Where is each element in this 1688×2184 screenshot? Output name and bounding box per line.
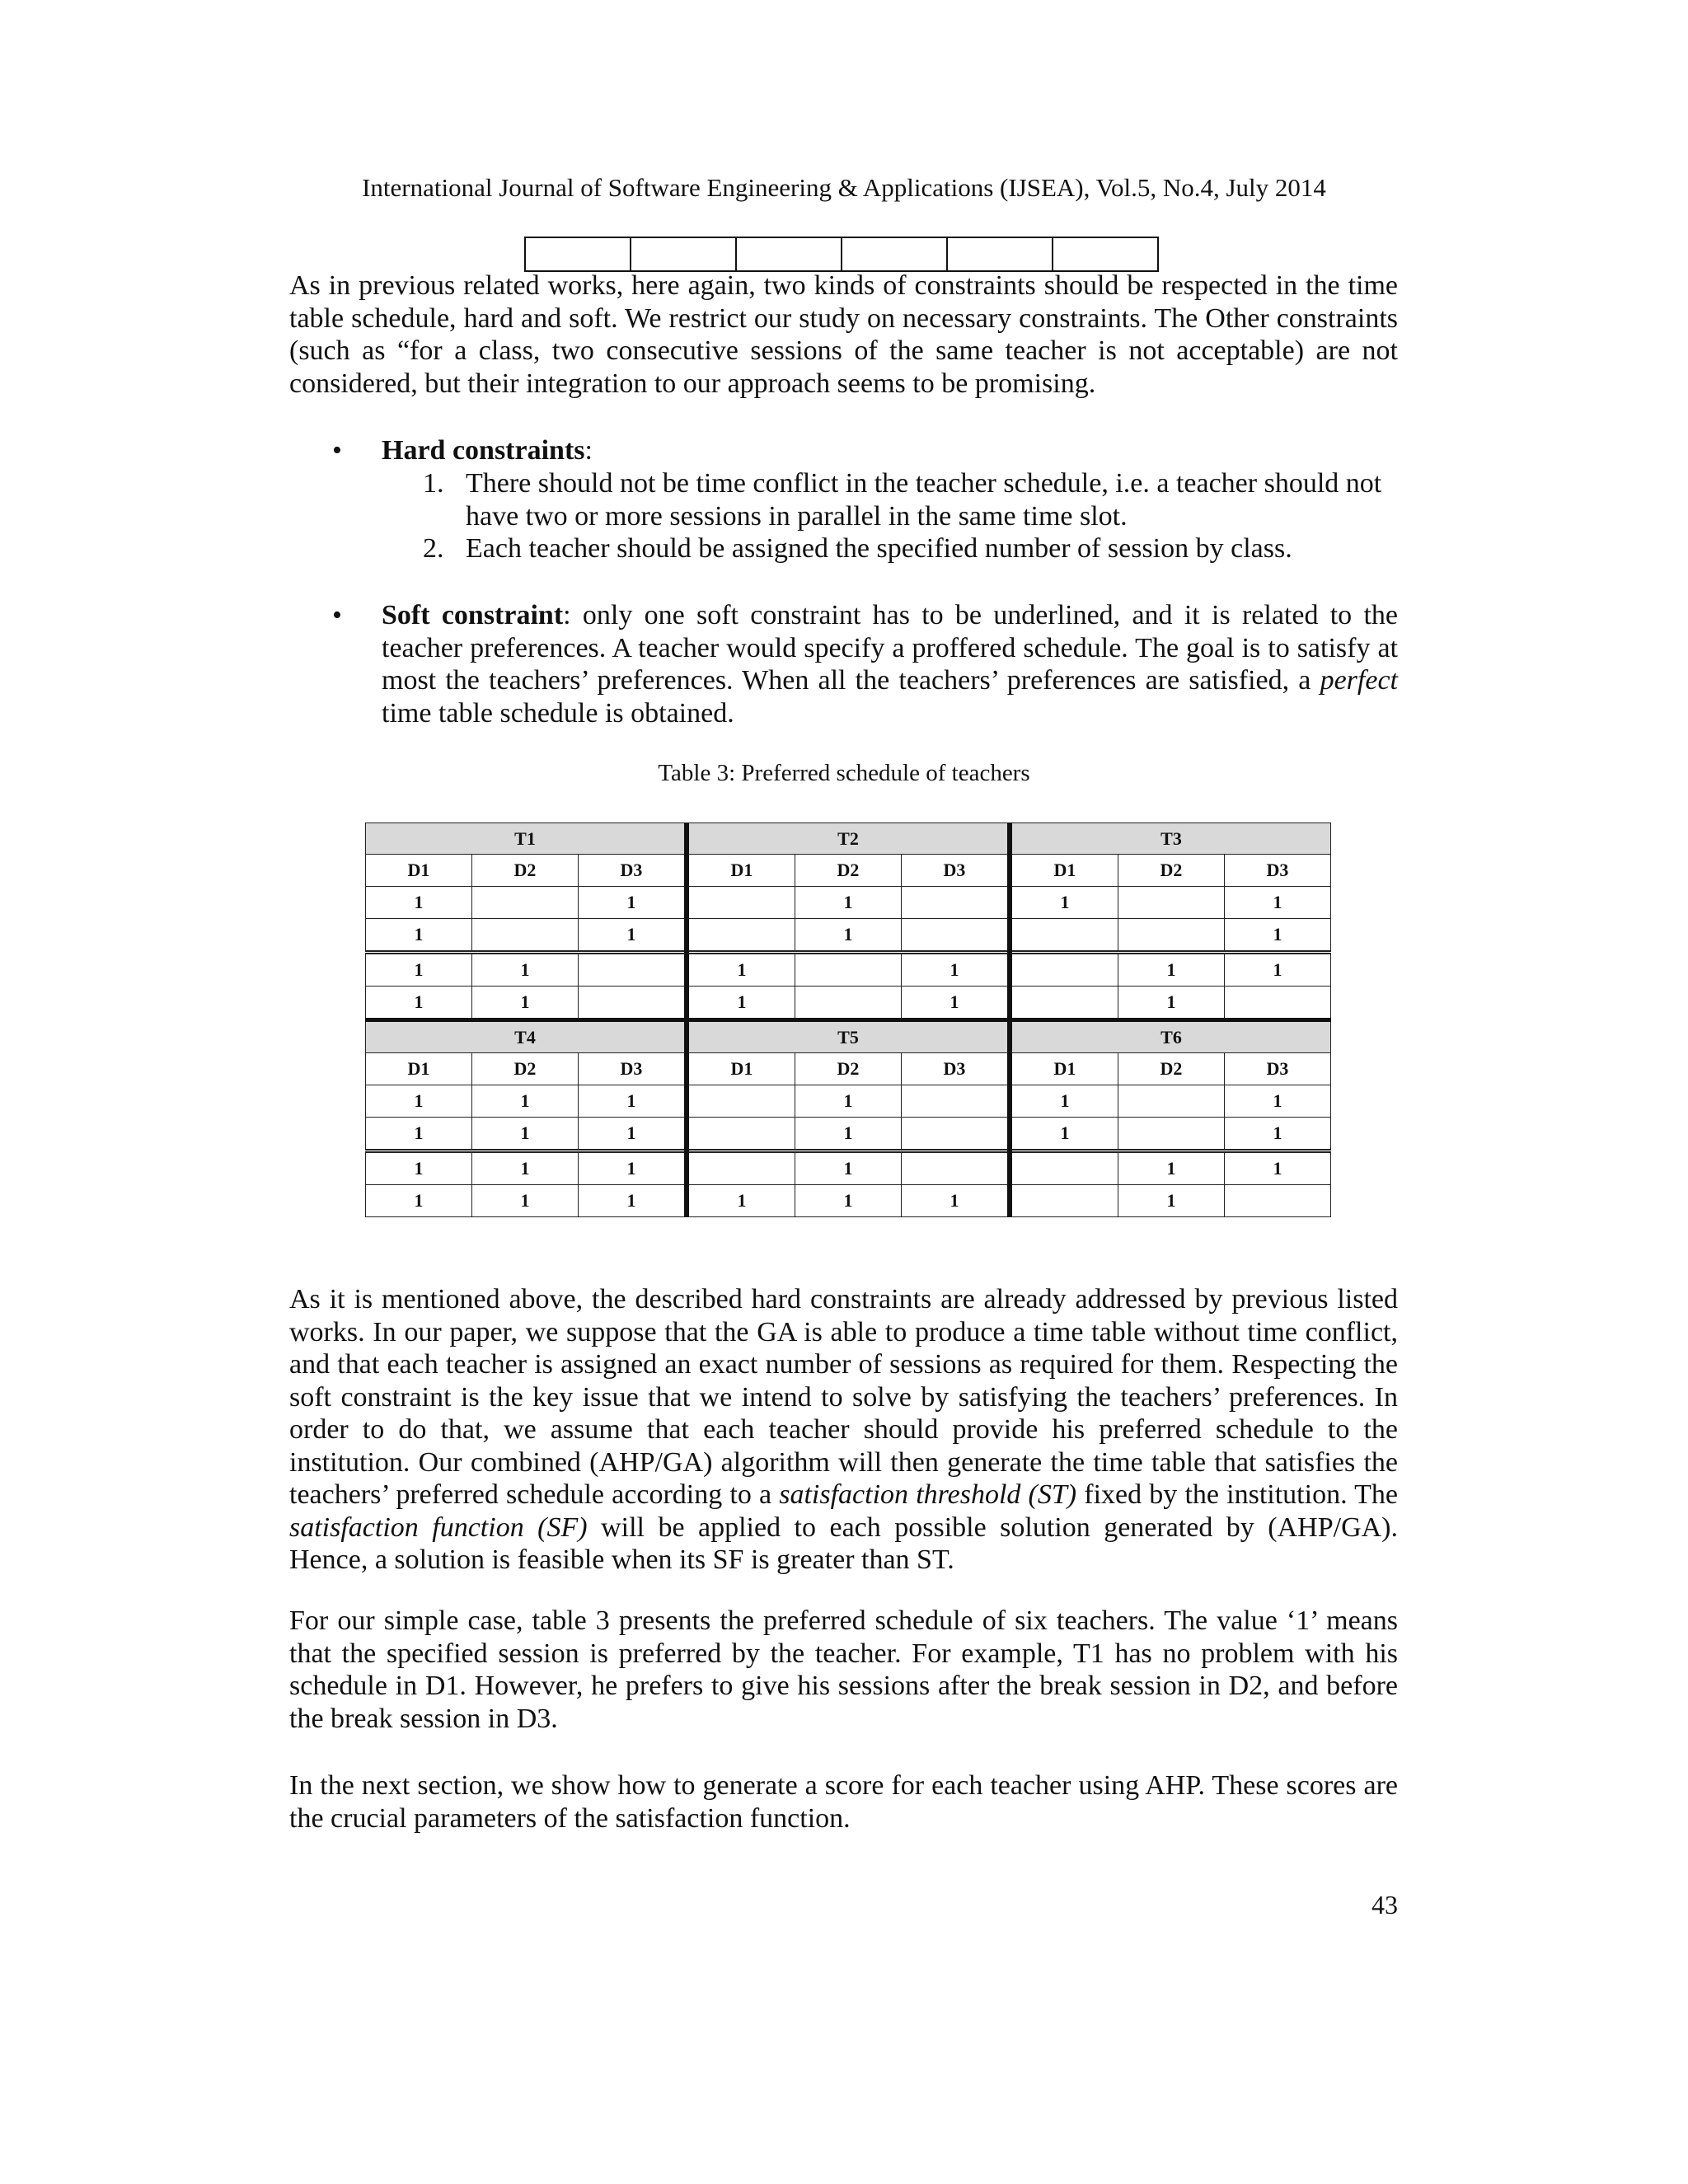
table-cell xyxy=(472,887,579,919)
hard-constraints-heading xyxy=(382,434,1398,467)
table-cell: 1 xyxy=(472,987,579,1020)
table-cell xyxy=(1010,1151,1118,1185)
table-cell: 1 xyxy=(1118,1151,1225,1185)
table-cell: 1 xyxy=(687,987,795,1020)
para2-part-a: As it is mentioned above, the described hard constraints are already addressed by previous listed works. In our paper, we suppose that the GA is able to produce a time table without time conflict, and that each teacher is assigned an exact number of sessions as required for them. Respecting the soft constraint is the key issue that we intend to solve by satisfying the teachers’ preferences. In order to do that, we assume that each teacher should provide his preferred schedule to the institution. Our combined (AHP/GA) algorithm will then generate the time table that satisfies the teachers’ preferred schedule according to a xyxy=(289,1284,1398,1510)
empty-cell xyxy=(842,237,947,271)
table-cell: 1 xyxy=(366,919,472,953)
table-cell: 1 xyxy=(366,953,472,987)
table-cell: 1 xyxy=(1225,887,1331,919)
table-cell xyxy=(1010,1185,1118,1217)
day-header: D3 xyxy=(1225,1053,1331,1085)
table-cell: 1 xyxy=(472,1185,579,1217)
table-cell xyxy=(795,987,902,1020)
table-cell: 1 xyxy=(579,1118,687,1151)
table-cell: 1 xyxy=(579,887,687,919)
para2-emphasis-2: satisfaction function (SF) xyxy=(289,1511,588,1543)
table-cell: 1 xyxy=(1225,1151,1331,1185)
table-cell xyxy=(902,919,1010,953)
teacher-header: T3 xyxy=(1010,823,1331,855)
table-cell xyxy=(795,953,902,987)
table-cell xyxy=(579,987,687,1020)
day-header: D2 xyxy=(1118,855,1225,887)
table-cell xyxy=(902,1118,1010,1151)
body-paragraph-4: In the next section, we show how to generate a score for each teacher using AHP. These scores are the crucial parameters of the satisfaction function. xyxy=(289,1770,1398,1834)
day-header: D2 xyxy=(795,855,902,887)
hard-constraints-title: Hard constraints xyxy=(382,435,585,466)
table-cell: 1 xyxy=(472,1151,579,1185)
table-cell: 1 xyxy=(1225,953,1331,987)
table-cell: 1 xyxy=(579,1185,687,1217)
table-cell: 1 xyxy=(1225,919,1331,953)
table-cell: 1 xyxy=(795,1118,902,1151)
hard-constraints-colon: : xyxy=(584,435,593,466)
table-cell: 1 xyxy=(795,1151,902,1185)
body-paragraph-3: For our simple case, table 3 presents the preferred schedule of six teachers. The value ‘1’ means that the specified session is preferred by the teacher. For example, T1 has no problem with his schedule in D1. However, he prefers to give his sessions after the break session in D2, and before the break session in D3. xyxy=(289,1605,1398,1734)
table-cell xyxy=(1118,1118,1225,1151)
table-cell: 1 xyxy=(472,1118,579,1151)
soft-constraint-text xyxy=(382,599,1398,729)
preferred-schedule-table xyxy=(365,823,1331,1217)
table-cell: 1 xyxy=(902,953,1010,987)
bullet-icon: • xyxy=(332,600,342,630)
table-cell xyxy=(1010,987,1118,1020)
page-number: 43 xyxy=(1372,1890,1398,1919)
table-cell: 1 xyxy=(795,1085,902,1118)
day-header: D3 xyxy=(579,855,687,887)
table-cell: 1 xyxy=(366,987,472,1020)
item-number: 2. xyxy=(423,533,444,564)
journal-header: International Journal of Software Engineering & Applications (IJSEA), Vol.5, No.4, July 2014 xyxy=(362,173,1326,202)
table-cell: 1 xyxy=(366,1151,472,1185)
table-cell xyxy=(687,1118,795,1151)
table-cell xyxy=(1118,919,1225,953)
table-cell: 1 xyxy=(579,1151,687,1185)
table-cell xyxy=(472,919,579,953)
day-header: D2 xyxy=(472,855,579,887)
teacher-header: T2 xyxy=(687,823,1010,855)
table-cell xyxy=(1225,987,1331,1020)
table-cell: 1 xyxy=(902,1185,1010,1217)
table-fragment xyxy=(524,237,1159,272)
table-cell xyxy=(579,953,687,987)
table-cell xyxy=(687,919,795,953)
table-cell: 1 xyxy=(579,919,687,953)
empty-cell xyxy=(1053,237,1158,271)
table-cell: 1 xyxy=(795,887,902,919)
table-cell: 1 xyxy=(795,919,902,953)
table-cell: 1 xyxy=(366,1185,472,1217)
table-cell: 1 xyxy=(579,1085,687,1118)
para2-part-c: will be applied to each possible solution generated by (AHP/GA). Hence, a solution is feasible when its SF is greater than ST. xyxy=(289,1511,1398,1575)
table-cell xyxy=(902,1085,1010,1118)
day-header: D3 xyxy=(902,1053,1010,1085)
day-header: D3 xyxy=(1225,855,1331,887)
table-cell: 1 xyxy=(1010,1118,1118,1151)
bullet-icon: • xyxy=(332,435,342,466)
teacher-header: T6 xyxy=(1010,1020,1331,1053)
table-cell: 1 xyxy=(1010,887,1118,919)
day-header: D1 xyxy=(1010,1053,1118,1085)
table-cell: 1 xyxy=(472,1085,579,1118)
item-number: 1. xyxy=(423,468,444,499)
day-header: D1 xyxy=(687,1053,795,1085)
empty-cell xyxy=(631,237,736,271)
table-cell xyxy=(1225,1185,1331,1217)
table-cell: 1 xyxy=(1225,1085,1331,1118)
table-cell: 1 xyxy=(795,1185,902,1217)
day-header: D3 xyxy=(579,1053,687,1085)
day-header: D2 xyxy=(1118,1053,1225,1085)
table-cell xyxy=(902,1151,1010,1185)
table-cell: 1 xyxy=(1225,1118,1331,1151)
table-cell: 1 xyxy=(687,953,795,987)
table-cell xyxy=(1010,919,1118,953)
table-cell: 1 xyxy=(366,1085,472,1118)
table-cell xyxy=(687,887,795,919)
table-cell: 1 xyxy=(902,987,1010,1020)
day-header: D1 xyxy=(687,855,795,887)
table-cell xyxy=(1118,1085,1225,1118)
empty-cell xyxy=(947,237,1053,271)
soft-text-a: : only one soft constraint has to be underlined, and it is related to the teacher preferences. A teacher would specify a proffered schedule. The goal is to satisfy at most the teachers’ preferences. When all the teachers’ preferences are satisfied, a xyxy=(382,600,1398,696)
day-header: D2 xyxy=(795,1053,902,1085)
soft-constraint-title: Soft constraint xyxy=(382,600,564,630)
table-cell xyxy=(687,1151,795,1185)
day-header: D2 xyxy=(472,1053,579,1085)
empty-cell xyxy=(525,237,631,271)
teacher-header: T5 xyxy=(687,1020,1010,1053)
table-cell: 1 xyxy=(1010,1085,1118,1118)
table-cell xyxy=(1118,887,1225,919)
body-paragraph-2 xyxy=(289,1283,1398,1577)
table-cell: 1 xyxy=(1118,987,1225,1020)
teacher-header: T1 xyxy=(366,823,687,855)
empty-cell xyxy=(736,237,842,271)
day-header: D1 xyxy=(1010,855,1118,887)
table-cell: 1 xyxy=(366,1118,472,1151)
day-header: D1 xyxy=(366,1053,472,1085)
para2-emphasis-1: satisfaction threshold (ST) xyxy=(779,1479,1077,1510)
item-text: Each teacher should be assigned the specified number of session by class. xyxy=(466,533,1292,564)
table-cell xyxy=(902,887,1010,919)
table-cell: 1 xyxy=(366,887,472,919)
day-header: D3 xyxy=(902,855,1010,887)
soft-text-b: time table schedule is obtained. xyxy=(382,697,734,729)
table-cell: 1 xyxy=(472,953,579,987)
table-caption: Table 3: Preferred schedule of teachers xyxy=(658,760,1030,786)
item-text: There should not be time conflict in the teacher schedule, i.e. a teacher should not have two or more sessions in parallel in the same time slot. xyxy=(466,468,1382,532)
table-cell: 1 xyxy=(1118,953,1225,987)
intro-paragraph: As in previous related works, here again, two kinds of constraints should be respected in the time table schedule, hard and soft. We restrict our study on necessary constraints. The Other constraints (such as “for a class, two consecutive sessions of the same teacher is not acceptable) are not considered, but their integration to our approach seems to be promising. xyxy=(289,270,1398,399)
soft-text-emphasis: perfect xyxy=(1320,665,1398,696)
table-cell xyxy=(687,1085,795,1118)
para2-part-b: fixed by the institution. The xyxy=(1076,1479,1398,1510)
day-header: D1 xyxy=(366,855,472,887)
table-cell: 1 xyxy=(687,1185,795,1217)
table-cell: 1 xyxy=(1118,1185,1225,1217)
table-cell xyxy=(1010,953,1118,987)
teacher-header: T4 xyxy=(366,1020,687,1053)
